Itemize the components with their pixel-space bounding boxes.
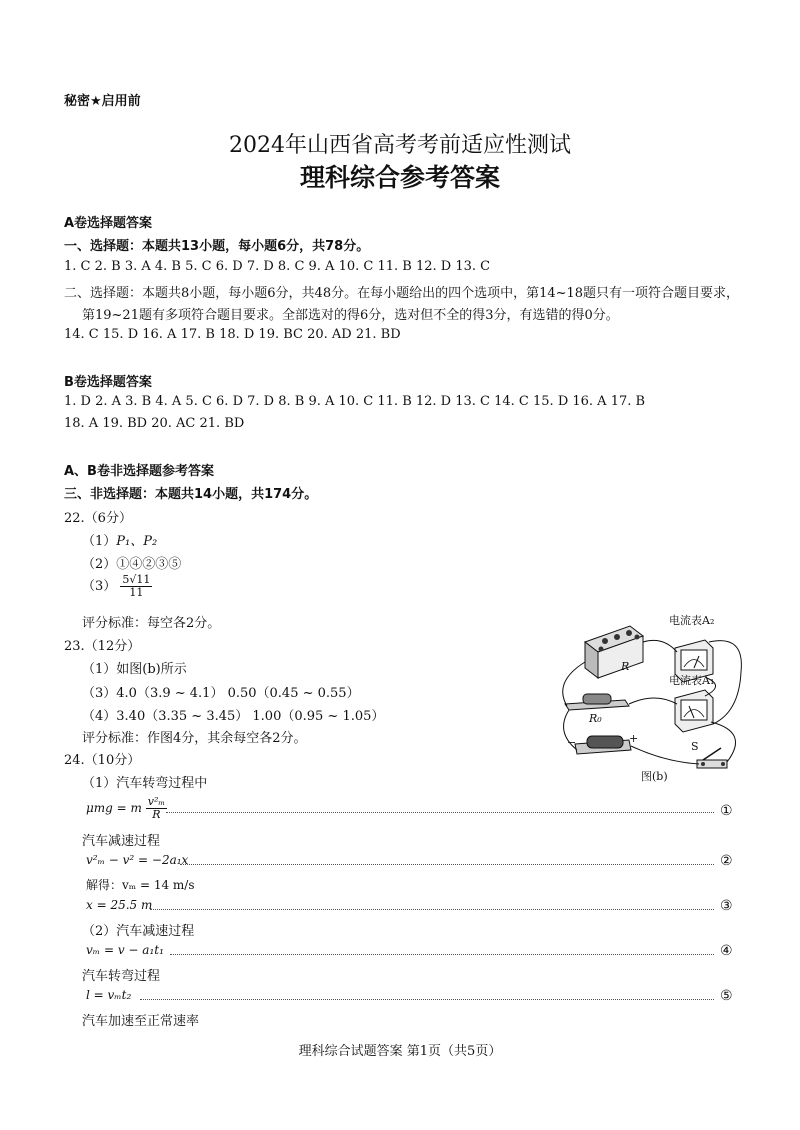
q22-answer-3: （3） $\frac{5√11}{11}$ (82, 573, 151, 599)
label-ammeter-a1: 电流表A₁ (669, 674, 715, 687)
q23-title: 23.（12分） (64, 639, 141, 654)
eq3-marker: ③ (720, 898, 733, 914)
q24-eq2: v²ₘ − v² = −2a₁x (86, 853, 189, 867)
circuit-figure (545, 612, 755, 784)
q22-title: 22.（6分） (64, 511, 132, 526)
page-footer: 理科综合试题答案 第1页（共5页） (298, 1044, 502, 1059)
confidential-label: 秘密★启用前 (64, 94, 141, 109)
q23-answer-3: （3）4.0（3.9 ~ 4.1） 0.50（0.45 ~ 0.55） (82, 686, 360, 701)
section-c-intro: 三、非选择题：本题共14小题，共174分。 (64, 487, 318, 502)
q24-part1: （1）汽车转弯过程中 (82, 776, 208, 791)
label-switch: S (691, 740, 699, 753)
q24-eq4: vₘ = v − a₁t₁ (86, 943, 164, 957)
q24-eq3: x = 25.5 m (86, 898, 153, 912)
resistance-box (585, 626, 643, 678)
section-b-answers-line1: 1. D 2. A 3. B 4. A 5. C 6. D 7. D 8. B 9. A 10. C 11. B 12. D 13. C 14. C 15. D 16. A 17. B (64, 394, 646, 409)
q22-fraction: $\frac{5√11}{11}$ (122, 573, 151, 599)
q24-eq1: μmg = m $\frac{\text{v²ₘ}}{R}$ (86, 795, 166, 821)
part2-intro-line2: 第19~21题有多项符合题目要求。全部选对的得6分，选对但不全的得3分，有选错的得0分。 (82, 308, 619, 323)
q24-part2: 汽车减速过程 (82, 834, 161, 849)
q24-part3: （2）汽车减速过程 (82, 924, 195, 939)
eq2-marker: ② (720, 853, 733, 869)
part2-intro-line1: 二、选择题：本题共8小题，每小题6分，共48分。在每小题给出的四个选项中，第14~18题只有一项符合题目要求， (64, 286, 740, 301)
q23-answer-1: （1）如图(b)所示 (82, 662, 187, 677)
label-plus: + (629, 732, 639, 745)
figure-caption: 图(b) (641, 770, 668, 783)
q22-answer-1: （1）P₁、P₂ (82, 534, 158, 549)
answer-title: 理科综合参考答案 (299, 163, 500, 192)
eq1-marker: ① (720, 803, 733, 819)
label-minus: − (567, 736, 577, 749)
q24-solution: 解得：vₘ = 14 m/s (86, 878, 195, 892)
label-ammeter-a2: 电流表A₂ (669, 614, 715, 627)
label-r: R (621, 660, 630, 673)
ammeter-a1 (675, 690, 713, 732)
q22-answer-2: （2）①④②③⑤ (82, 557, 182, 572)
part1-intro: 一、选择题：本题共13小题，每小题6分，共78分。 (64, 239, 370, 254)
part1-answers: 1. C 2. B 3. A 4. B 5. C 6. D 7. D 8. C 9. A 10. C 11. B 12. D 13. C (64, 259, 491, 274)
section-c-heading: A、B卷非选择题参考答案 (64, 464, 214, 479)
q23-scoring: 评分标准：作图4分，其余每空各2分。 (82, 731, 307, 746)
q24-title: 24.（10分） (64, 753, 141, 768)
q24-part5: 汽车加速至正常速率 (82, 1014, 200, 1029)
q24-part4: 汽车转弯过程 (82, 969, 161, 984)
resistor-r0 (565, 694, 629, 710)
section-b-answers-line2: 18. A 19. BD 20. AC 21. BD (64, 416, 245, 431)
eq5-marker: ⑤ (720, 988, 733, 1004)
q24-eq5: l = vₘt₂ (86, 988, 132, 1002)
section-b-heading: B卷选择题答案 (64, 375, 152, 390)
eq4-marker: ④ (720, 943, 733, 959)
part2-answers: 14. C 15. D 16. A 17. B 18. D 19. BC 20. AD 21. BD (64, 327, 401, 342)
exam-title: 2024年山西省高考考前适应性测试 (229, 133, 571, 158)
circuit-diagram (545, 612, 755, 784)
q22-scoring: 评分标准：每空各2分。 (82, 616, 221, 631)
q23-answer-4: （4）3.40（3.35 ~ 3.45） 1.00（0.95 ~ 1.05） (82, 709, 385, 724)
section-a-heading: A卷选择题答案 (64, 216, 153, 231)
switch-s (697, 748, 727, 768)
battery (575, 736, 631, 754)
label-r0: R₀ (589, 712, 602, 725)
